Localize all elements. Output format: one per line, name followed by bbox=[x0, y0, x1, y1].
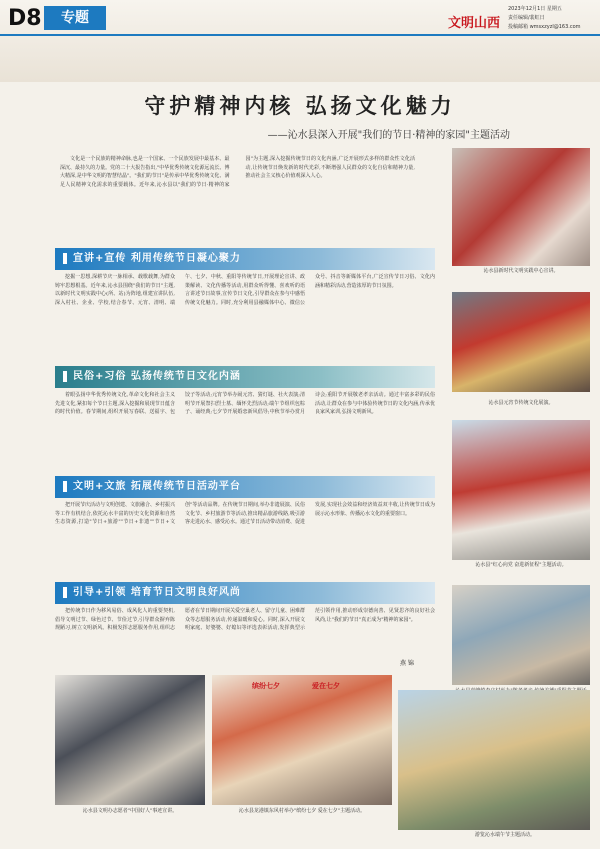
submission-email: 投稿邮箱 wmsxzyzl@163.com bbox=[508, 24, 581, 30]
intro-paragraph: 文化是一个民族的精神命脉,也是一个国家、一个民族发展中最基本、最深沉、最持久的力量。党的二十大报告指出,"中华优秀传统文化源远流长、博大精深,是中华文明的智慧结晶"。"我们的节日"是传承中华优秀传统文化、满足人民精神文化需求的重要载体。近年来,沁水县以"我们的节日·精神的家园"为主题,深入挖掘传统节日的文化内涵,广泛开展形式多样的群众性文化活动,让传统节日焕发新的时代光彩,不断增强人民群众的文化自信和精神力量,推动社会主义核心价值观深入人心。 bbox=[60, 156, 415, 188]
section-body-1 bbox=[55, 273, 435, 361]
photo-caption: 沁水县"红心向党 奋进新征程"主题活动。 bbox=[475, 562, 567, 568]
photo-caption: 沁水县新时代文明实践中心宣讲。 bbox=[483, 268, 559, 274]
photo-lecture bbox=[452, 148, 590, 266]
photo-caption: 沁水县元宵节传统文化展演。 bbox=[488, 400, 554, 406]
section-paragraph: 着眼弘扬中华优秀传统文化,革命文化和社会主义先进文化,紧扣每个节日主题,深入挖掘和展现节日蕴含的时代价值。春节期间,组织开展写春联、送福字、包饺子等活动;元宵节举办闹元宵、猜灯谜、社火表演;清明节开展祭扫烈士墓、缅怀先烈活动;端午节组织包粽子、诵经典;七夕节开展婚恋新风倡导;中秋节举办赏月诗会;重阳节开展敬老孝亲活动。通过丰富多彩的民俗活动,让群众在参与中体验传统节日的文化内涵,传承优良家风家训,弘扬文明新风。 bbox=[55, 392, 435, 416]
section-paragraph: 挖掘一思想,深耕节庆一脉相承、载歌载舞,为群众铸牢思想根基。近年来,沁水县围绕"我们的节日"主题,以新时代文明实践中心(所、站)为阵地,组建宣讲队伍,深入村社、企业、学校,结合春节、元宵、清明、端午、七夕、中秋、重阳等传统节日,开展理论宣讲、政策解读、文化传播等活动,用群众听得懂、喜欢听的语言讲述节日故事,宣传节日文化,引导群众在参与中感悟传统文化魅力。同时,充分利用县融媒体中心、微信公众号、抖音等新媒体平台,广泛宣传节日习俗、文化内涵和精彩活动,营造浓厚的节日氛围。 bbox=[55, 274, 435, 306]
section-heading-text: 引导+引领 培育节日文明良好风尚 bbox=[73, 587, 241, 598]
section-heading-3 bbox=[55, 476, 435, 498]
heading-bar-icon bbox=[63, 253, 67, 264]
issue-date: 2023年12月1日 星期五 bbox=[508, 6, 562, 12]
author-byline: 燕 锦 bbox=[400, 660, 414, 667]
article-title: 守护精神内核 弘扬文化魅力 bbox=[144, 94, 456, 118]
section-heading-text: 宣讲+宣传 利用传统节日凝心聚力 bbox=[73, 253, 241, 264]
photo-qixi-event bbox=[212, 675, 392, 805]
banner-label: 缤纷七夕 bbox=[252, 682, 280, 690]
heading-bar-icon bbox=[63, 587, 67, 598]
photo-lantern-festival bbox=[452, 292, 590, 392]
heading-bar-icon bbox=[63, 481, 67, 492]
section-heading-1 bbox=[55, 248, 435, 270]
header-meta bbox=[508, 5, 598, 32]
section-body-4 bbox=[55, 607, 435, 669]
photo-red-flag-event bbox=[452, 420, 590, 560]
section-paragraph: 把开展节庆活动与文明创建、文旅融合、乡村振兴等工作有机结合,依托沁水丰富的历史文化资源和自然生态资源,打造"节日+旅游""节日+非遗""节日+文创"等活动品牌。在传统节日期间,举办非遗展演、民俗文化节、乡村旅游节等活动,推出精品旅游线路,吸引游客走进沁水、感受沁水。通过节日活动带动消费、促进发展,实现社会效益和经济效益双丰收,让传统节日成为展示沁水形象、传播沁水文化的重要窗口。 bbox=[55, 502, 435, 526]
article-intro bbox=[60, 155, 415, 225]
heading-bar-icon bbox=[63, 371, 67, 382]
newspaper-logo: 文明山西 bbox=[448, 16, 501, 31]
section-heading-text: 民俗+习俗 弘扬传统节日文化内涵 bbox=[73, 371, 241, 382]
section-heading-4 bbox=[55, 582, 435, 604]
section-paragraph: 把传统节日作为移风易俗、成风化人的重要契机,倡导文明过节、绿色过节、节俭过节,引导群众摒弃陈规陋习,树立文明新风。积极发挥志愿服务作用,组织志愿者在节日期间开展关爱空巢老人、留守儿童、困难群众等志愿服务活动,传递温暖和爱心。同时,深入开展文明家庭、好婆婆、好媳妇等评选表彰活动,发挥典型示范引领作用,推动形成崇德向善、见贤思齐的良好社会风尚,让"我们的节日"真正成为"精神的家园"。 bbox=[55, 608, 435, 632]
banner-label: 爱在七夕 bbox=[312, 682, 340, 690]
photo-caption: 沁水县龙港镇东风村举办"缤纷七夕 爱在七夕"主题活动。 bbox=[238, 808, 366, 814]
section-tag: 专题 bbox=[44, 6, 106, 30]
page-number: D8 bbox=[8, 6, 42, 31]
photo-dragon-boat-tour bbox=[398, 690, 590, 830]
photo-caption: 沁水县文明办志愿者"中国好人"事迹宣讲。 bbox=[82, 808, 178, 814]
photo-volunteer-talk bbox=[55, 675, 205, 805]
article-subtitle: ——沁水县深入开展"我们的节日·精神的家园"主题活动 bbox=[267, 130, 510, 141]
section-heading-2 bbox=[55, 366, 435, 388]
header-rule bbox=[0, 34, 600, 36]
section-body-3 bbox=[55, 501, 435, 577]
photo-elderly-event bbox=[452, 585, 590, 685]
section-body-2 bbox=[55, 391, 435, 471]
section-heading-text: 文明+文旅 拓展传统节日活动平台 bbox=[73, 481, 241, 492]
editor-line: 责任编辑/裴虹日 bbox=[508, 15, 545, 21]
photo-caption: 游览沁水端午节主题活动。 bbox=[474, 832, 535, 838]
